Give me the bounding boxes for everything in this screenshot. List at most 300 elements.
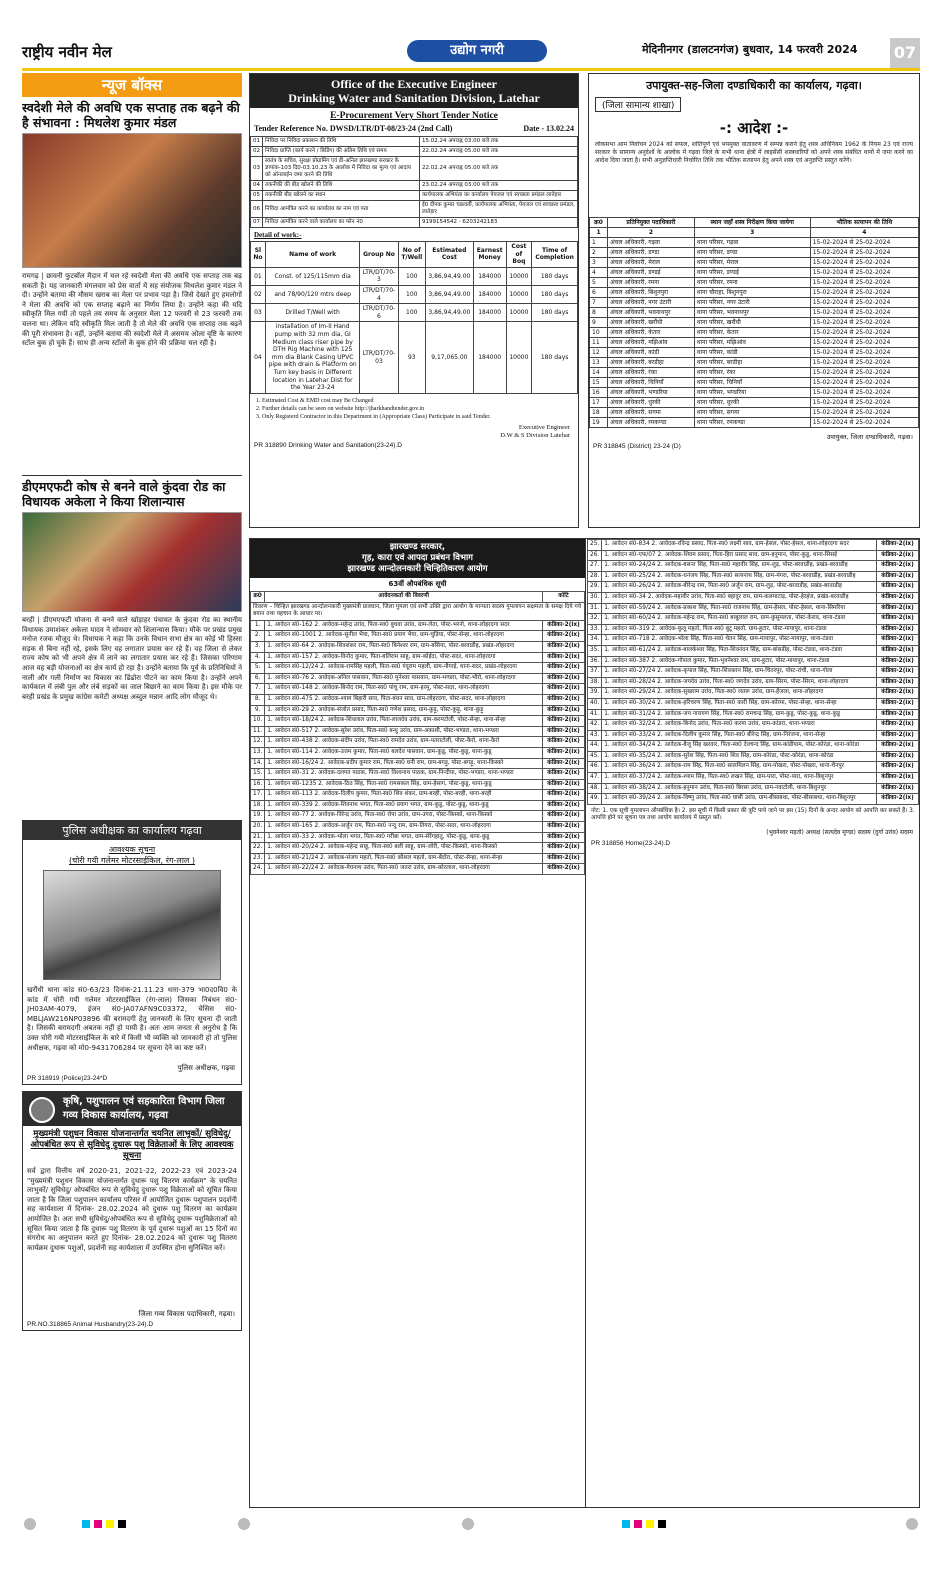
entry-number: 47. xyxy=(588,773,602,784)
entry-category: कंडिका-2(ix) xyxy=(543,864,585,875)
work-cell: 10000 xyxy=(506,304,532,322)
dc-heading: उपायुक्त-सह-जिला दण्डाधिकारी का कार्यालय, गढ़वा। xyxy=(646,79,862,92)
list-entry xyxy=(251,663,585,674)
dc-row xyxy=(590,248,919,258)
story1-body: रामगढ़ | छावनी फुटबॉल मैदान में चल रहे स्वदेशी मेला की अवधि एक सप्ताह तक बढ़ सकती है। यह जानकारी मंगलवार को प्रेस वार्ता में सह संयोजक मिथलेश कुमार मंडल ने दी। उन्होंने बताया की मौसम खराब का मेला पर प्रभाव पड़ा है। जिसे देखते हुए हमलोगों ने मेला की अवधि को एक सप्ताह बढ़ाने का निर्णय लिया है। उन्होंने कहा की यदि स्वीकृति मिल गयी तो पहले तय समय के अनुसार मेला 12 फरवरी से 23 फरवरी तक चलना था। लेकिन यदि स्वीकृति मिल जाती है तो मेले की अवधि एक सप्ताह तक बढ़ने की पूरी संभावना है। वहीं, उन्होंने बताया की स्वदेशी मेले में असमय ओला वृष्टि के कारण स्टॉल बुक हो चुके हैं। साथ ही अन्य स्टॉलों के बुक होने की प्रक्रिया चल रही है। xyxy=(22,272,242,348)
work-cell: 3,86,94,49.00 xyxy=(426,304,474,322)
dc-row xyxy=(590,348,919,358)
entry-category: कंडिका-2(ix) xyxy=(877,614,919,625)
list-entry xyxy=(588,614,919,625)
list-entry xyxy=(588,582,919,593)
list-entry xyxy=(251,790,585,801)
entry-number: 35. xyxy=(588,645,602,656)
work-cell: LTR/DT/70-4 xyxy=(360,285,398,303)
schedule-row xyxy=(251,218,578,228)
black-swatch xyxy=(658,1520,666,1528)
tender-office-heading xyxy=(250,74,578,108)
dc-cell: 15-02-2024 से 25-02-2024 xyxy=(810,288,918,298)
entry-details: 1. आवेदन सं0-16/24 2. आवेदक-प्रदीप कुमार राम, पिता-स्व0 धनी राम, ग्राम-बगड़ू, पोस्ट-बगड़ू, थाना-किस्को xyxy=(265,758,543,769)
entry-number: 14. xyxy=(251,758,265,769)
entry-number: 48. xyxy=(588,783,602,794)
dc-cell: थाना परिसर, खरौंधी xyxy=(694,318,810,328)
entry-details: 1. आवेदन सं0-61/24 2. आवेदक-बालकेश्वर सिंह, पिता-शिवनंदन सिंह, ग्राम-बांसडीह, पोस्ट-टंडवा, थाना-टंडवा xyxy=(602,645,877,656)
entry-number: 8. xyxy=(251,694,265,705)
dc-cell: अंचल अधिकारी, बिशुनपुरा xyxy=(608,288,695,298)
entry-category: कंडिका-2(ix) xyxy=(543,822,585,833)
dc-row xyxy=(590,368,919,378)
list-entry xyxy=(588,592,919,603)
police-notice xyxy=(22,820,242,1085)
yellow-swatch xyxy=(106,1520,114,1528)
schedule-row xyxy=(251,147,578,157)
dc-cell: अंचल अधिकारी, चिनियाँ xyxy=(608,378,695,388)
dc-table xyxy=(589,217,919,428)
entry-number: 23. xyxy=(251,853,265,864)
list-header: क्र0 xyxy=(251,592,265,603)
agri-pr: PR.NO.318865 Animal Husbandry(23-24).D xyxy=(27,1321,154,1328)
paper-name: राष्ट्रीय नवीन मेल xyxy=(22,43,112,61)
entry-details: 1. आवेदन सं0-718 2. आवेदक-भोला सिंह, पिता-स्व0 चेतन सिंह, ग्राम-मायापुर, पोस्ट-मायापुर, थाना-टंडवा xyxy=(602,635,877,646)
dc-cell: 15-02-2024 से 25-02-2024 xyxy=(810,348,918,358)
schedule-no: 05 xyxy=(251,191,263,201)
entry-details: 1. आवेदन सं0-20/24 2. आवेदक-महेन्द्र साहू, पिता-स्व0 बली साहू, ग्राम-जोरी, पोस्ट-किस्को, थाना-किस्को xyxy=(265,843,543,854)
registration-mark-icon xyxy=(906,1518,918,1530)
work-cell: 100 xyxy=(398,304,425,322)
work-cell: 93 xyxy=(398,322,425,393)
work-cell: 180 days xyxy=(532,304,578,322)
police-notice-sub: (चोरी गयी गलेमर मोटरसाईकिल, रंग-लाल ) xyxy=(69,856,195,865)
schedule-item: निविदा आमंत्रित करने वाले कार्यालय का फोन नं0 xyxy=(263,218,420,228)
dc-cell: 9 xyxy=(590,318,608,328)
police-heading: पुलिस अधीक्षक का कार्यालय गढ़वा xyxy=(23,821,241,840)
entry-category: कंडिका-2(ix) xyxy=(877,667,919,678)
work-cell: 3,86,94,49.00 xyxy=(426,267,474,285)
schedule-item: निविदा पर निविदा प्रकाशन की तिथि xyxy=(263,137,420,147)
dc-cell: थाना परिसर, भण्डरिया xyxy=(694,388,810,398)
list-entry xyxy=(251,853,585,864)
list-entry xyxy=(588,773,919,784)
masthead-rule xyxy=(22,68,920,71)
entry-details: 1. आवेदन सं0-114 2. आवेदक-उत्तम कुमार, पिता-स्व0 बलदेव पासवान, ग्राम-कुडू, पोस्ट-कुडू, थाना-कुडू xyxy=(265,747,543,758)
entry-number: 7. xyxy=(251,684,265,695)
section-label: उद्योग नगरी xyxy=(407,40,547,62)
entry-category: कंडिका-2(ix) xyxy=(877,592,919,603)
entry-number: 18. xyxy=(251,800,265,811)
dc-col-number: 3 xyxy=(694,228,810,238)
dc-row xyxy=(590,418,919,428)
dc-cell: थाना परिसर, केतार xyxy=(694,328,810,338)
list-entry xyxy=(251,652,585,663)
list-entry xyxy=(251,705,585,716)
dc-cell: 15 xyxy=(590,378,608,388)
entry-number: 38. xyxy=(588,677,602,688)
list-header: आवेदनकर्ता की विवरणी xyxy=(265,592,543,603)
entry-number: 40. xyxy=(588,698,602,709)
schedule-value: ई0 दीपक कुमार चक्रवर्ती, कार्यपालक अभियंता, पेयजल एवं स्वच्छता प्रमंडल, लातेहार xyxy=(419,201,577,218)
magenta-swatch xyxy=(94,1520,102,1528)
dc-row xyxy=(590,318,919,328)
list-entry xyxy=(588,624,919,635)
entry-details: 1. आवेदन सं0-24/24 2. आवेदक-बसन्त सिंह, पिता-स्व0 महावीर सिंह, ग्राम-लुड़, पोस्ट-बरवाडीह, प्रखंड-बरवाडीह xyxy=(602,561,877,572)
entry-number: 46. xyxy=(588,762,602,773)
entry-number: 13. xyxy=(251,747,265,758)
print-color-bar xyxy=(22,1518,920,1532)
schedule-no: 04 xyxy=(251,181,263,191)
dc-cell: 15-02-2024 से 25-02-2024 xyxy=(810,268,918,278)
work-cell: 02 xyxy=(251,285,266,303)
entry-details: 1. आवेदन सं0-37/24 2. आवेदक-श्याम सिंह, पिता-स्व0 लखन सिंह, ग्राम-पारा, पोस्ट-पारा, थाना-बिशुनपुर xyxy=(602,773,877,784)
dc-cell: 12 xyxy=(590,348,608,358)
entry-category: कंडिका-2(ix) xyxy=(877,540,919,551)
tender-ref-row xyxy=(250,124,578,133)
dc-cell: 2 xyxy=(590,248,608,258)
entry-category: कंडिका-2(ix) xyxy=(877,645,919,656)
dc-cell: थाना परिसर, गढ़वा xyxy=(694,238,810,248)
list-entry xyxy=(251,684,585,695)
list-entry xyxy=(588,635,919,646)
registration-mark-icon xyxy=(238,1518,250,1530)
agri-heading-text: कृषि, पशुपालन एवं सहकारिता विभाग जिला गव्य विकास कार्यालय, गढ़वा xyxy=(63,1096,225,1121)
dc-cell: 5 xyxy=(590,278,608,288)
entry-number: 16. xyxy=(251,779,265,790)
schedule-value: 22.02.24 अपराह्न 05.00 बजे तक xyxy=(419,147,577,157)
left-column xyxy=(22,73,242,1508)
work-row xyxy=(251,285,578,303)
dc-cell: थाना परिसर, भवनाथपुर xyxy=(694,308,810,318)
list-entry xyxy=(251,779,585,790)
dc-cell: अंचल अधिकारी, डण्डा xyxy=(608,248,695,258)
entry-number: 32. xyxy=(588,614,602,625)
tender-sign-division: D.W & S Division Latehar xyxy=(500,431,570,439)
news-box-heading: न्यूज बॉक्स xyxy=(22,73,242,97)
entry-details: 1. आवेदन सं0-834 2. आवेदक-रविन्द्र प्रसाद, पिता-स्व0 लक्ष्मी साव, ग्राम-हेसल, पोस्ट-हेसल, थाना-लोहरदगा सदर xyxy=(602,540,877,551)
entry-number: 39. xyxy=(588,688,602,699)
work-cell: 9,17,065.00 xyxy=(426,322,474,393)
entry-number: 12. xyxy=(251,737,265,748)
work-cell: 03 xyxy=(251,304,266,322)
entry-category: कंडिका-2(ix) xyxy=(877,698,919,709)
entry-category: कंडिका-2(ix) xyxy=(877,688,919,699)
dc-row xyxy=(590,408,919,418)
entry-category: कंडिका-2(ix) xyxy=(543,663,585,674)
dc-row xyxy=(590,288,919,298)
dc-cell: 6 xyxy=(590,288,608,298)
schedule-row xyxy=(251,191,578,201)
dc-cell: अंचल अधिकारी, रंका xyxy=(608,368,695,378)
dc-cell: थाना परिसर, डण्डई xyxy=(694,268,810,278)
entry-number: 28. xyxy=(588,571,602,582)
dc-cell: अंचल अधिकारी, मझिआंव xyxy=(608,338,695,348)
police-body: खरौंधी थाना कांड सं0-63/23 दिनांक-21.11.23 धारा-379 भा0द0वि0 के कांड में चोरी गयी गलेमर मोटरसाईकिल (रंग-लाल) जिसका निबंधन सं0- JH03AM-4079, इंजन सं0-JA07AFN9C03372, चेसिस सं0- MBLJAW216NP03896 की बरामदगी हेतु जानकारी के लिए सूचना दी जाती है। जिसकी बरामदगी अबतक नहीं हो पायी है। अतः आम जनता से अनुरोध है कि उक्त चोरी गयी मोटरसाईकिल के बारे में किसी भी व्यक्ति को जानकारी हो तो पुलिस अधीक्षक, गढ़वा को मो0-9431706284 पर सूचना देने का कष्ट करें। xyxy=(27,986,237,1052)
entry-details: 1. आवेदन सं0-517 2. आवेदक-सुरेश उरांव, पिता-स्व0 बन्धु उरांव, ग्राम-अकाशी, पोस्ट-भण्डरा, थाना-भण्डरा xyxy=(265,726,543,737)
dc-cell: अंचल अधिकारी, गढ़वा xyxy=(608,238,695,248)
dc-header: प्रतिनियुक्त पदाधिकारी xyxy=(608,218,695,228)
dc-cell: 15-02-2024 से 25-02-2024 xyxy=(810,408,918,418)
entry-category: कंडिका-2(ix) xyxy=(877,656,919,667)
entry-category: कंडिका-2(ix) xyxy=(543,684,585,695)
list-entry xyxy=(588,720,919,731)
jh-heading-1: झारखण्ड सरकार, xyxy=(389,542,446,552)
dc-cell: 4 xyxy=(590,268,608,278)
dc-cell: 15-02-2024 से 25-02-2024 xyxy=(810,328,918,338)
entry-number: 15. xyxy=(251,769,265,780)
dc-cell: 15-02-2024 से 25-02-2024 xyxy=(810,398,918,408)
dc-cell: थाना परिसर, मेराल xyxy=(694,258,810,268)
entry-number: 11. xyxy=(251,726,265,737)
work-header: Estimated Cost xyxy=(426,242,474,268)
police-pr: PR 318919 (Police)23-24*D xyxy=(27,1075,108,1082)
schedule-item: तकनीकी बीड खोलने का स्थान xyxy=(263,191,420,201)
entry-category: कंडिका-2(ix) xyxy=(877,741,919,752)
dc-cell: अंचल अधिकारी, बरडीहा xyxy=(608,358,695,368)
entry-details: 1. आवेदन सं0-113 2. आवेदक-दिलीप कुमार, पिता-स्व0 शिव शंकर, ग्राम-बरही, पोस्ट-बरही, थाना-बरही xyxy=(265,790,543,801)
work-row xyxy=(251,267,578,285)
entry-number: 30. xyxy=(588,592,602,603)
entry-number: 49. xyxy=(588,794,602,805)
entry-category: कंडिका-2(ix) xyxy=(543,779,585,790)
work-row xyxy=(251,322,578,393)
list-entry xyxy=(251,620,585,631)
entry-category: कंडिका-2(ix) xyxy=(543,843,585,854)
list-entry xyxy=(588,667,919,678)
list-entry xyxy=(588,688,919,699)
list-number: 63वीं औपबंधिक सूची xyxy=(388,580,447,588)
entry-category: कंडिका-2(ix) xyxy=(877,730,919,741)
list-entry xyxy=(251,800,585,811)
list-entry xyxy=(251,811,585,822)
entry-details: 1. आवेदन सं0-29/24 2. आवेदक-सुखराम उरांव, पिता-स्व0 जतरू उरांव, ग्राम-हेंजला, थाना-लोहरदगा xyxy=(602,688,877,699)
list-intro-row xyxy=(251,602,585,620)
entry-details: 1. आवेदन सं0-475 2. आवेदक-श्याम बिहारी साव, पिता-बंधन साव, ग्राम-लोहरदगा, पोस्ट-सदर, थाना-लोहरदगा xyxy=(265,694,543,705)
dc-cell: 15-02-2024 से 25-02-2024 xyxy=(810,368,918,378)
work-cell: Const. of 125/115mm dia xyxy=(265,267,360,285)
list-entry xyxy=(251,747,585,758)
entry-category: कंडिका-2(ix) xyxy=(877,677,919,688)
list-header: कोटि xyxy=(543,592,585,603)
list-entry xyxy=(588,783,919,794)
entry-details: 1. आवेदन सं0-60/24 2. आवेदक-महेन्द्र राम, पिता-स्व0 बाबूलाल राम, ग्राम-कुसुमलता, पोस्ट-केराव, थाना-टंडवा xyxy=(602,614,877,625)
dc-cell: थाना परिसर, डण्डा xyxy=(694,248,810,258)
jh-heading-3: झारखण्ड आन्दोलनकारी चिन्हितिकरण आयोग xyxy=(347,564,488,574)
dc-cell: 15-02-2024 से 25-02-2024 xyxy=(810,258,918,268)
schedule-no: 02 xyxy=(251,147,263,157)
list-notes: नोट: 1. एक सूची गुमलापन औपबंधिक है। 2. इस सूची में किसी प्रकार की त्रुटि पाये जाने पर इस (15) दिनों के अन्दर आयोग को आपत्ति कर सकते हैं। 3. आपत्ति होने पर सूचना पत्र तथा आयोग कार्यालय में प्रस्तुत करें। xyxy=(591,807,915,822)
entry-category: कंडिका-2(ix) xyxy=(543,694,585,705)
dc-cell: अंचल अधिकारी, केतार xyxy=(608,328,695,338)
tender-note: 2. Further details can be seen on website http://jharkhandtender.gov.in xyxy=(256,405,425,412)
cyan-swatch xyxy=(622,1520,630,1528)
entry-number: 20. xyxy=(251,822,265,833)
entry-details: 1. आवेदन सं0-26/24 2. आवेदक-बीरेन्द्र राम, पिता-स्व0 अर्जुन राम, ग्राम-लुड़, पोस्ट-बरवाडीह, प्रखंड-बरवाडीह xyxy=(602,582,877,593)
entry-category: कंडिका-2(ix) xyxy=(543,790,585,801)
work-cell: LTR/DT/70-3 xyxy=(360,267,398,285)
dc-cell: 10 xyxy=(590,328,608,338)
dc-col-number: 1 xyxy=(590,228,608,238)
schedule-value: 15.02.24 अपराह्न 03.00 बजे तक xyxy=(419,137,577,147)
dc-cell: थाना परिसर, रमना xyxy=(694,278,810,288)
agri-title: मुख्यमंत्री पशुधन विकास योजनान्तर्गत चयनित लाभुकों/ सुविधेदु/ओपबंधित रूप से सुविधेदु दुधारू पशु विक्रेताओं के लिए आवश्यक सूचना xyxy=(30,1129,234,1161)
work-header: No of T/Well xyxy=(398,242,425,268)
entry-details: 1. आवेदन सं0-30/24 2. आवेदक-हरिचरण सिंह, पिता-स्व0 कारी सिंह, ग्राम-कोरमा, पोस्ट-सेन्हा, थाना-सेन्हा xyxy=(602,698,877,709)
tender-date: Date - 13.02.24 xyxy=(523,124,574,133)
dc-row xyxy=(590,338,919,348)
work-cell: 04 xyxy=(251,322,266,393)
dc-cell: थाना परिसर, बरडीहा xyxy=(694,358,810,368)
work-cell: Drilled T/Well with xyxy=(265,304,360,322)
list-entry xyxy=(588,698,919,709)
entry-number: 6. xyxy=(251,673,265,684)
entry-number: 5. xyxy=(251,663,265,674)
entry-details: 1. आवेदन सं0-59/24 2. आवेदक-प्रकाश सिंह, पिता-स्व0 राजनाथ सिंह, ग्राम-हेसल, पोस्ट-हेसल, थाना-सिमरिया xyxy=(602,603,877,614)
schedule-no: 07 xyxy=(251,218,263,228)
list-entry xyxy=(588,561,919,572)
entry-category: कंडिका-2(ix) xyxy=(877,571,919,582)
entry-number: 44. xyxy=(588,741,602,752)
schedule-value: कार्यपालक अभियंता का कार्यालय पेयजल एवं स्वच्छता प्रमंडल लातेहार xyxy=(419,191,577,201)
motorcycle-photo xyxy=(43,870,221,980)
entry-details: 1. आवेदन सं0-1001 2. आवेदक-सुनील भैया, पिता-स्व0 प्रयाग भैया, ग्राम-चुड़िया, पोस्ट-सेन्हा, थाना-लोहरदगा xyxy=(265,631,543,642)
list-entry xyxy=(588,540,919,551)
dc-cell: थाना परिसर, चिनियाँ xyxy=(694,378,810,388)
entry-category: कंडिका-2(ix) xyxy=(877,709,919,720)
schedule-value: 23.02.24 अपराह्न 03.00 बजे तक xyxy=(419,181,577,191)
list-entry xyxy=(251,822,585,833)
tender-office: Office of the Executive Engineer xyxy=(331,77,497,91)
dc-cell: 14 xyxy=(590,368,608,378)
agri-body: सर्व द्वारा वित्तीय वर्ष 2020-21, 2021-22, 2022-23 एवं 2023-24 "मुख्यमंत्री पशुधन विकास योजनान्तर्गत दुधारू पशु वितरण कार्यक्रम" के चयनित लाभुकों/ सुविधेदु/ ओपबंधित रूप से सुविधेदु दुधारू पशु विक्रेताओं को सूचित किया जाता है कि जिला पशुपालन कार्यालय परिसर में आयोजित दुधारू पशुपालन प्रदर्शनी सह कार्यशाला में दिनांक- 28.02.2024 को दुधारू पशु वितरण का कार्यक्रम आयोजित है। अतः सभी सुविधेदु/ओपबंधित रूप से सुविधेदु दुधारू पशुविक्रेताओं को सूचित किया जाता है कि दुधारू पशु वितरण के पूर्व दुधारू पशुओं का 15 दिनों का संगरोध का अनुपालन करते हुए दिनांक- 28.02.2024 को दुधारू पशु वितरण कार्यक्रम दुधारू पशुओं, प्रदर्शनी सह कार्यशाला में उपस्थित होना सुनिश्चित करें। xyxy=(27,1167,237,1252)
dc-cell: थाना परिसर, रमकण्डा xyxy=(694,418,810,428)
emblem-icon xyxy=(29,1097,55,1123)
entry-number: 17. xyxy=(251,790,265,801)
work-cell: 184000 xyxy=(473,267,506,285)
entry-number: 22. xyxy=(251,843,265,854)
entry-details: 1. आवेदन सं0-165 2. आवेदक-अर्जुन राम, पिता-स्व0 नन्दु राम, ग्राम-तिगरा, पोस्ट-सदर, थाना-लोहरदगा xyxy=(265,822,543,833)
entry-details: 1. आवेदन सं0-25/24 2. आवेदक-धनंजय सिंह, पिता-स्व0 सत्यनाथ सिंह, ग्राम-मंगरा, पोस्ट-बरवाडीह, प्रखंड-बरवाडीह xyxy=(602,571,877,582)
dc-header: क्र0 xyxy=(590,218,608,228)
entry-number: 26. xyxy=(588,550,602,561)
dc-cell: अंचल अधिकारी, मेराल xyxy=(608,258,695,268)
list-right-column xyxy=(587,539,919,1507)
entry-details: 1. आवेदन सं0-157 2. आवेदक-विनोद कुमार, पिता-बलिराम साहू, ग्राम-कोईदा, पोस्ट-सदर, थाना-लोहरदगा xyxy=(265,652,543,663)
entry-number: 45. xyxy=(588,751,602,762)
entry-details: 1. आवेदन सं0-162 2. आवेदक-महेन्द्र उरांव, पिता-स्व0 बुधवा उरांव, ग्राम-लेता, पोस्ट-भरनो, थाना-लोहरदगा सदर xyxy=(265,620,543,631)
tender-schedule-table xyxy=(250,136,578,228)
tender-note: 1. Estimated Cost & EMD cost may Be Changed xyxy=(256,397,374,404)
list-entry xyxy=(251,769,585,780)
list-signatories: (भुवनेश्वर महतो) अध्यक्ष (सत्यदेव मुण्डा) सदस्य (दुर्गा उरांव) सदस्य xyxy=(766,829,913,837)
dateline: मेदिनीनगर (डालटनगंज) बुधवार, 14 फरवरी 2024 xyxy=(642,43,858,56)
dc-cell: 15-02-2024 से 25-02-2024 xyxy=(810,248,918,258)
cyan-swatch xyxy=(82,1520,90,1528)
work-cell: LTR/DT/70-03 xyxy=(360,322,398,393)
page-number: 07 xyxy=(890,38,920,68)
dc-sign: उपायुक्त, जिला दण्डाधिकारी, गढ़वा। xyxy=(826,433,913,441)
dc-cell: अंचल अधिकारी, कांडी xyxy=(608,348,695,358)
registration-mark-icon xyxy=(462,1518,474,1530)
schedule-item: तकनीकी की बीड खोलने की तिथि xyxy=(263,181,420,191)
entry-category: कंडिका-2(ix) xyxy=(877,773,919,784)
dc-cell: 7 xyxy=(590,298,608,308)
entry-number: 24. xyxy=(251,864,265,875)
dc-row xyxy=(590,308,919,318)
work-cell: 10000 xyxy=(506,322,532,393)
list-entry xyxy=(588,645,919,656)
dc-cell: अंचल अधिकारी, रमकण्डा xyxy=(608,418,695,428)
yellow-swatch xyxy=(646,1520,654,1528)
entry-number: 3. xyxy=(251,641,265,652)
entry-details: 1. आवेदन सं0-319 2. आवेदक-फुलू महतो, पिता-स्व0 बुटू महतो, ग्राम-हुटार, पोस्ट-मायापुर, थाना-टंडवा xyxy=(602,624,877,635)
work-cell: 184000 xyxy=(473,304,506,322)
list-pr: PR 318856 Home(23-24).D xyxy=(591,840,671,848)
entry-category: कंडिका-2(ix) xyxy=(543,705,585,716)
schedule-item: स्वतंत्र के सचिव, सुरक्षा प्रोग्रामिंग एवं डी-अनिल झारखण्ड सरकार के ज्ञापांक-103 दि0-03.10.23 के आलोक में निविदा का मूल्य एवं आदाय को ऑनलाईन जमा करने की तिथि xyxy=(263,157,420,181)
tender-notes xyxy=(250,394,578,424)
dc-cell: 15-02-2024 से 25-02-2024 xyxy=(810,378,918,388)
work-header: Group No xyxy=(360,242,398,268)
list-entry xyxy=(251,641,585,652)
order-title: -: आदेश :- xyxy=(719,119,789,137)
entry-category: कंडिका-2(ix) xyxy=(877,783,919,794)
work-cell: 100 xyxy=(398,267,425,285)
tender-notice xyxy=(249,73,579,528)
entry-details: 1. आवेदन सं0-148 2. आवेदक-बिनोद राम, पिता-स्व0 पांचू राम, ग्राम-हरमू, पोस्ट-सदर, थाना-लोहरदगा xyxy=(265,684,543,695)
list-entry xyxy=(251,832,585,843)
dc-cell: 15-02-2024 से 25-02-2024 xyxy=(810,298,918,308)
dc-row xyxy=(590,378,919,388)
entry-number: 43. xyxy=(588,730,602,741)
schedule-no: 01 xyxy=(251,137,263,147)
dc-cell: 15-02-2024 से 25-02-2024 xyxy=(810,388,918,398)
masthead xyxy=(22,38,920,68)
entry-details: 1. आवेदन सं0-38/24 2. आवेदक-हनुमान उरांव, पिता-स्व0 बिरसा उरांव, ग्राम-नवाटोली, थाना-बिशुनपुर xyxy=(602,783,877,794)
dc-cell: थाना चौराहा, बिशुनपुरा xyxy=(694,288,810,298)
dc-col-number: 4 xyxy=(810,228,918,238)
entry-number: 31. xyxy=(588,603,602,614)
list-entry xyxy=(588,550,919,561)
tender-ref: Tender Reference No. DWSD/LTR/DT-08/23-24 (2nd Call) xyxy=(254,124,453,133)
work-cell: 100 xyxy=(398,285,425,303)
schedule-row xyxy=(251,181,578,191)
story1-headline: स्वदेशी मेले की अवधि एक सप्ताह तक बढ़ने की है संभावना : मिथलेश कुमार मंडल xyxy=(22,100,240,130)
entry-number: 33. xyxy=(588,624,602,635)
dc-cell: थाना परिसर, रंका xyxy=(694,368,810,378)
story2-body: बरही | डीएमएफटी योजना से बनने वाले खोड़ाहर पंचायत के कुंदवा रोड का स्थानीय विधायक उमाशंकर अकेला यादव ने सोमवार को शिलान्यास किया। मौके पर प्रखंड प्रमुख मनोज रजक मौजूद थे। विधायक ने कहा कि उनके विधान सभा क्षेत्र का कोई भी हिस्सा सड़क से बिना नहीं रहे, इसके लिए वह लगातार प्रयास कर रहे हैं। वह जिला से लेकर राज्य कोष को भी अपने क्षेत्र में लाने का लगातार प्रयास कर रहे हैं। जिसका परिणाम आज वह बड़ी योजनाओं का क्षेत्र कार्य हो रहा है। उन्होंने बताया कि पूर्व के प्रतिनिधियों ने नाली और गली निर्माण का विकास का ढिंढोरा पीटने का काम किया है। उन्होंने अपने कार्यकाल में लंबी पुल और लंबे सड़कों का जाल बिछाने का काम किया है। इस मौके पर बरही प्रखंड के प्रमुख कांग्रेस कमेटी अध्यक्ष अब्दुल मन्नान आदि लोग मौजूद थे। xyxy=(22,616,242,701)
entry-category: कंडिका-2(ix) xyxy=(543,800,585,811)
work-cell: 184000 xyxy=(473,322,506,393)
jh-heading xyxy=(250,539,585,578)
list-entry xyxy=(588,677,919,688)
list-entry xyxy=(588,730,919,741)
work-cell: 180 days xyxy=(532,285,578,303)
work-cell: installation of Im-II Hand pump with 32 mm dia, GI Medium class riser pipe by DTH Rig Machine with 125 mm dia Blank Casing UPVC pipe with drain & Platform on Turn key basis in Different location in Latehar Dist for the Year 23-24 xyxy=(265,322,360,393)
work-row xyxy=(251,304,578,322)
entry-number: 41. xyxy=(588,709,602,720)
entry-details: 1. आवेदन सं0-35/24 2. आवेदक-सुरेश सिंह, पिता-स्व0 शिव सिंह, ग्राम-कोरंडा, पोस्ट-कोरंडा, थाना-कोरंडा xyxy=(602,751,877,762)
entry-category: कंडिका-2(ix) xyxy=(877,794,919,805)
agri-heading xyxy=(23,1092,241,1126)
entry-details: 1. आवेदन सं0-एफ/07 2. आवेदक-शिवम प्रसाद, पिता-हिरा प्रसाद साव, ग्राम-हनुमान, पोस्ट-कुडू, थाना-सिसई xyxy=(602,550,877,561)
entry-details: 1. आवेदन सं0-34/24 2. आवेदक-बैजू सिंह खरवार, पिता-स्व0 देवचन्द सिंह, ग्राम-कांडीयाम, पोस्ट-कोरंडा, थाना-कोरंडा xyxy=(602,741,877,752)
entry-details: 1. आवेदन सं0-34 2. आवेदक-महावीर उरांव, पिता-स्व0 बहादुर राम, ग्राम-कलमाटाड़, पोस्ट-हेरहंज, प्रखंड-बरवाडीह xyxy=(602,592,877,603)
dc-cell: थाना परिसर, सगमा xyxy=(694,408,810,418)
entry-category: कंडिका-2(ix) xyxy=(543,641,585,652)
entry-details: 1. आवेदन सं0-387 2. आवेदक-गोपाल कुमार, पिता-भुवनेश्वर राम, ग्राम-हुटार, पोस्ट-मायापुर, थाना-टंडवा xyxy=(602,656,877,667)
entry-category: कंडिका-2(ix) xyxy=(543,832,585,843)
work-header: Cost of Boq xyxy=(506,242,532,268)
dc-cell: 8 xyxy=(590,308,608,318)
entry-category: कंडिका-2(ix) xyxy=(543,652,585,663)
work-cell: 184000 xyxy=(473,285,506,303)
